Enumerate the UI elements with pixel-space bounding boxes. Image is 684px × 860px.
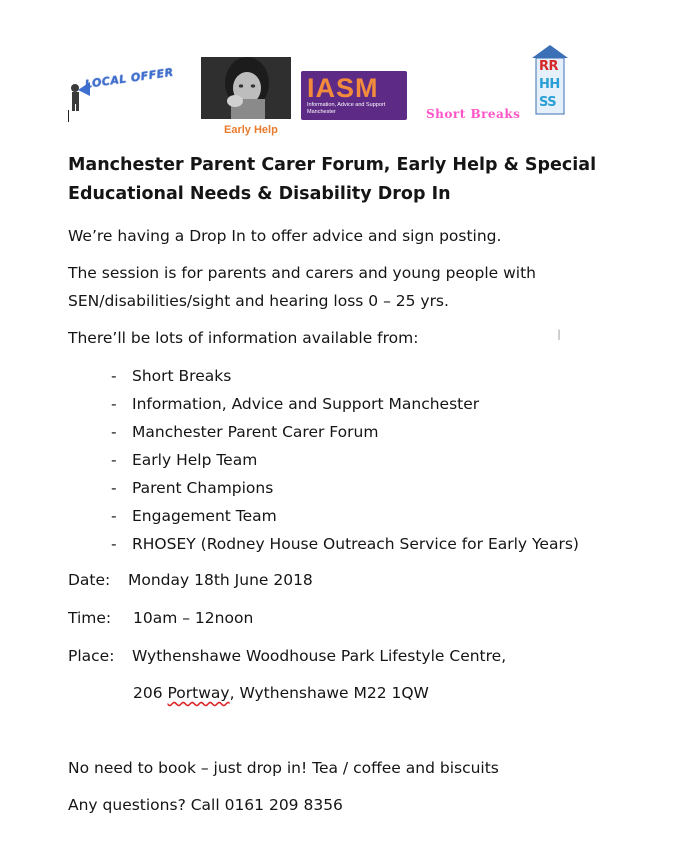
rrhhss-logo	[530, 44, 570, 116]
title-line-2: Educational Needs & Disability Drop In	[68, 184, 451, 204]
provider-name: Short Breaks	[132, 367, 232, 385]
text-caret	[68, 110, 69, 122]
provider-name: Manchester Parent Carer Forum	[132, 423, 379, 441]
intro-text: We’re having a Drop In to offer advice and sign posting.	[68, 227, 502, 245]
provider-name: Information, Advice and Support Manchester	[132, 395, 480, 413]
provider-name: Parent Champions	[132, 479, 274, 497]
local-offer-logo	[66, 65, 184, 112]
town-postcode: , Wythenshawe M22 1QW	[229, 684, 429, 702]
early-help-photo	[201, 57, 291, 119]
local-offer-text: LOCAL OFFER	[84, 65, 175, 91]
iasm-logo-subtitle: Information, Advice and Support Manchester	[307, 102, 386, 115]
list-dash: -	[111, 479, 117, 497]
list-dash: -	[111, 507, 117, 525]
date-value: Monday 18th June 2018	[128, 571, 313, 589]
rrhhss-row-2: HH	[539, 77, 560, 92]
iasm-logo-word: IASM	[307, 73, 379, 103]
date-label: Date:	[68, 571, 111, 589]
place-address-line-2	[133, 684, 429, 702]
time-label: Time:	[68, 609, 112, 627]
list-dash: -	[111, 451, 117, 469]
early-help-logo-label: Early Help	[224, 124, 278, 136]
provider-name: Engagement Team	[132, 507, 277, 525]
child-photo-image	[201, 57, 291, 119]
place-label: Place:	[68, 647, 115, 665]
short-breaks-logo: Short Breaks	[426, 107, 521, 121]
i-beam-cursor-icon: I	[557, 328, 562, 344]
house-number: 206	[133, 684, 168, 702]
street-name-misspelling: Portway	[167, 684, 230, 702]
provider-name: RHOSEY (Rodney House Outreach Service for Early Years)	[132, 535, 579, 553]
session-text-line-2: SEN/disabilities/sight and hearing loss 0 – 25 yrs.	[68, 292, 449, 310]
contact-text: Any questions? Call 0161 209 8356	[68, 796, 343, 814]
rrhhss-row-3: SS	[539, 95, 557, 110]
provider-name: Early Help Team	[132, 451, 258, 469]
no-booking-text: No need to book – just drop in! Tea / coffee and biscuits	[68, 759, 499, 777]
list-dash: -	[111, 423, 117, 441]
time-value: 10am – 12noon	[133, 609, 254, 627]
session-text-line-1: The session is for parents and carers and young people with	[68, 264, 536, 282]
list-dash: -	[111, 395, 117, 413]
iasm-logo	[301, 71, 407, 120]
rrhhss-row-1: RR	[539, 59, 559, 74]
list-dash: -	[111, 535, 117, 553]
info-intro-text: There’ll be lots of information available from:	[68, 329, 419, 347]
title-line-1: Manchester Parent Carer Forum, Early Help & Special	[68, 155, 597, 175]
place-address-line-1: Wythenshawe Woodhouse Park Lifestyle Centre,	[132, 647, 507, 665]
list-dash: -	[111, 367, 117, 385]
